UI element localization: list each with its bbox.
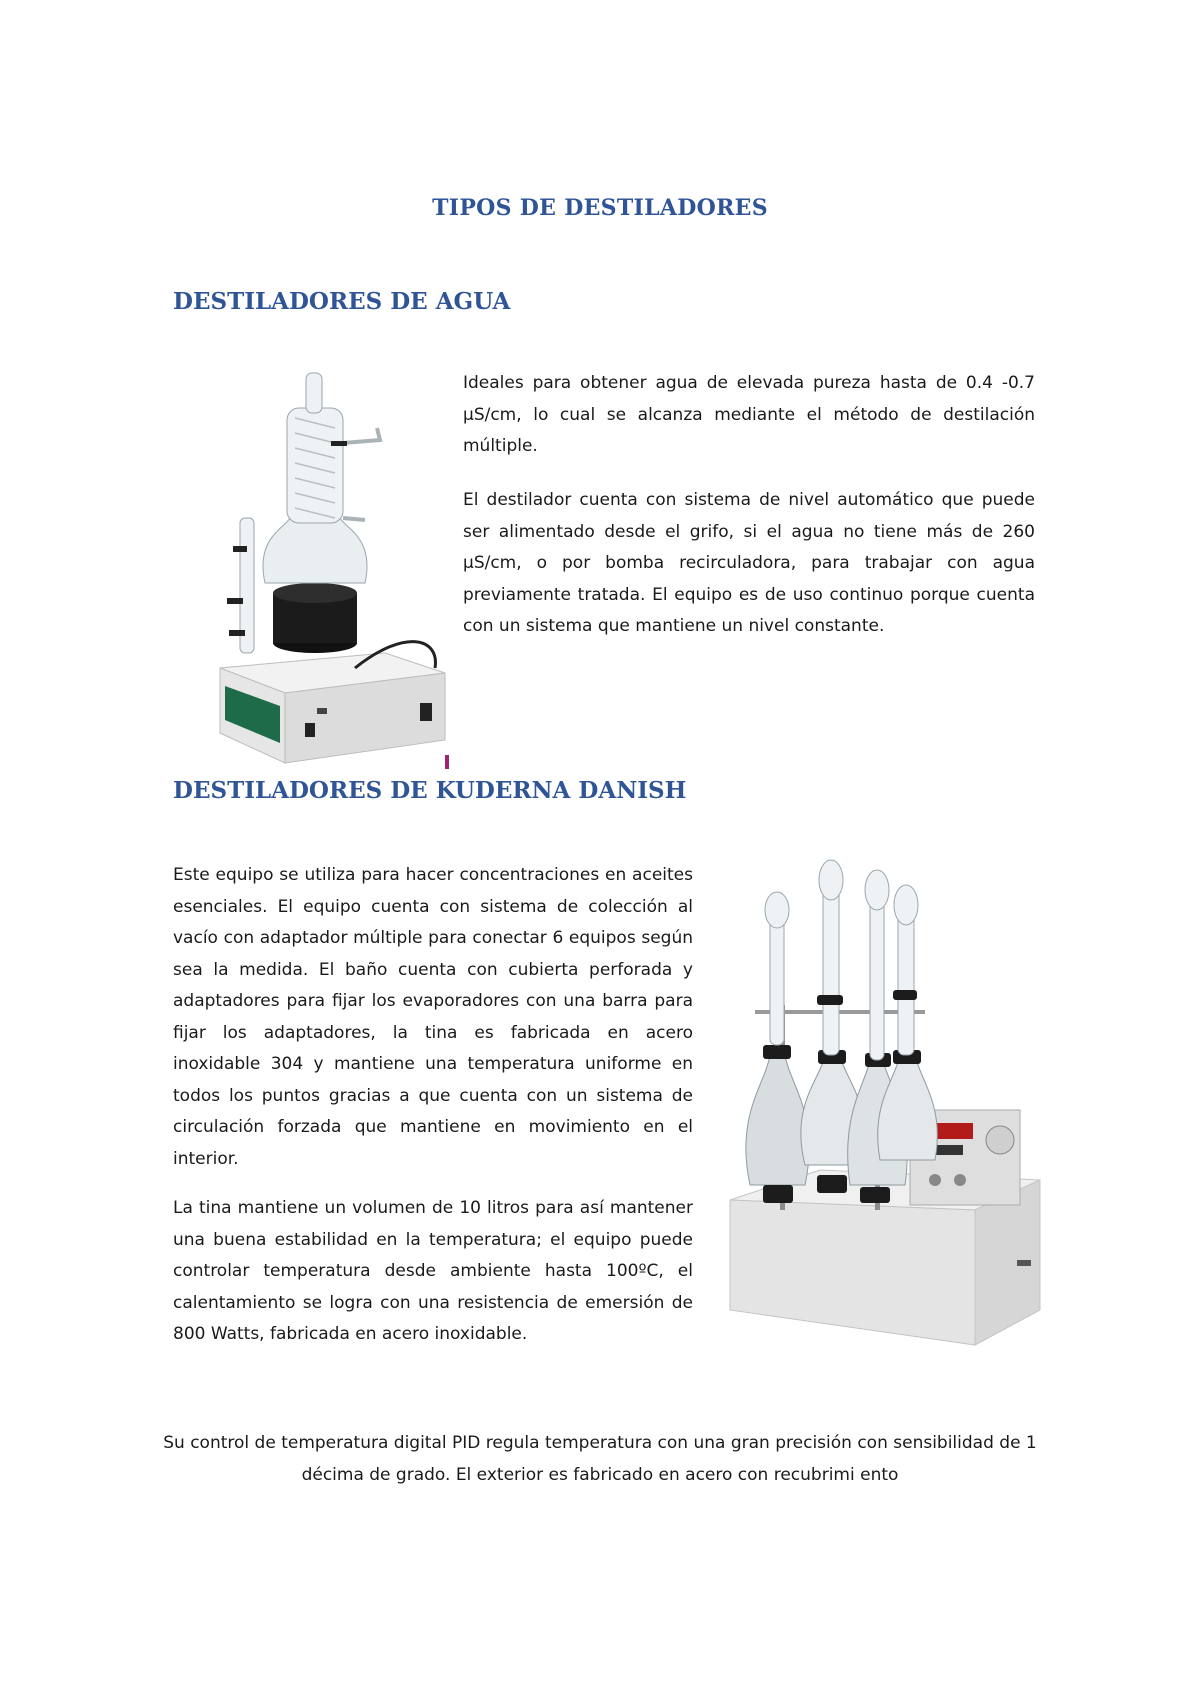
kuderna-paragraph-3: Su control de temperatura digital PID regula temperatura con una gran precisión con sensibilidad de 1 décima de grado. El exterior es fabricado en acero con recubrimi ento [163,1433,1037,1485]
kuderna-paragraph-1: Este equipo se utiliza para hacer concentraciones en aceites esenciales. El equipo cuenta con sistema de colección al vacío con adaptador múltiple para conectar 6 equipos según sea la medida. El baño cuenta con cubierta perforada y adaptadores para fijar los evaporadores con una barra para fijar los adaptadores, la tina es fabricada en acero inoxidable 304 y mantiene una temperatura uniforme en todos los puntos gracias a que cuenta con un sistema de circulación forzada que mantiene en movimiento en el interior. [173,865,693,1169]
kuderna-danish-image [725,855,1045,1355]
kuderna-paragraph-2: La tina mantiene un volumen de 10 litros para así mantener una buena estabilidad en la temperatura; el equipo puede controlar temperatura desde ambiente hasta 100ºC, el calentamiento se logra con una resistencia de emersión de 800 Watts, fabricada en acero inoxidable. [173,1198,693,1344]
section-heading-kuderna: DESTILADORES DE KUDERNA DANISH [173,777,687,804]
agua-paragraph-1: Ideales para obtener agua de elevada pureza hasta de 0.4 -0.7 µS/cm, lo cual se alcanza mediante el método de destilación múltiple. [463,373,1035,456]
decorative-marker [445,755,449,769]
section-heading-agua: DESTILADORES DE AGUA [173,288,511,315]
water-distiller-image [205,368,455,773]
agua-paragraph-2: El destilador cuenta con sistema de nivel automático que puede ser alimentado desde el grifo, si el agua no tiene más de 260 µS/cm, o por bomba recirculadora, para trabajar con agua previamente tratada. El equipo es de uso continuo porque cuenta con un sistema que mantiene un nivel constante. [463,490,1035,636]
page-title: TIPOS DE DESTILADORES [432,195,768,221]
